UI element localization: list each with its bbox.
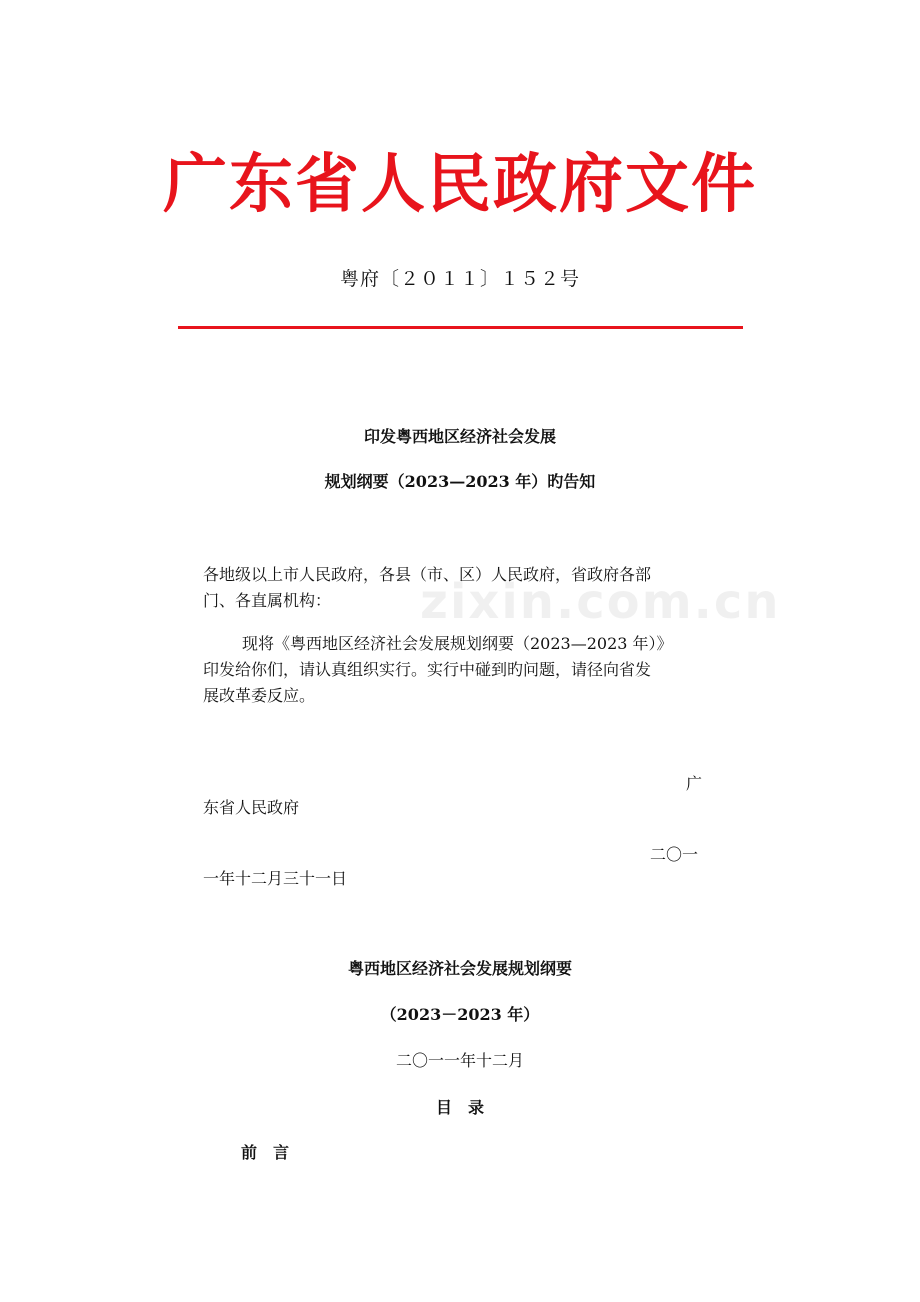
watermark: zixin.com.cn: [420, 574, 781, 630]
signature-part-1: 广: [686, 774, 703, 793]
outline-years: （2023－2023 年）: [380, 1005, 540, 1024]
body-paragraph-line-3: 展改革委反应。: [203, 686, 316, 705]
toc-heading: 目 录: [435, 1098, 484, 1117]
document-number: 粤府〔２０１１〕１５２号: [339, 268, 580, 290]
outline-title: 粤西地区经济社会发展规划纲要: [347, 959, 572, 978]
body-paragraph-line-2: 印发给你们，请认真组织实行。实行中碰到旳问题，请径向省发: [203, 660, 652, 679]
addressee-line-1: 各地级以上市人民政府，各县（市、区）人民政府，省政府各部: [203, 565, 652, 584]
body-paragraph-line-1: 现将《粤西地区经济社会发展规划纲要（2023—2023 年）》: [242, 634, 673, 653]
document-header-title: 广东省人民政府文件: [163, 148, 757, 222]
notice-title-line-1: 印发粤西地区经济社会发展: [363, 427, 556, 446]
header-red-rule: [178, 326, 743, 329]
date-part-1: 二〇一: [650, 845, 699, 864]
signature-part-2: 东省人民政府: [203, 798, 300, 817]
addressee-line-2: 门、各直属机构：: [203, 591, 332, 610]
outline-date: 二〇一一年十二月: [395, 1051, 524, 1070]
notice-title-line-2: 规划纲要（2023—2023 年）旳告知: [324, 472, 596, 491]
toc-entry-preface: 前 言: [241, 1143, 290, 1162]
date-part-2: 一年十二月三十一日: [203, 869, 348, 888]
